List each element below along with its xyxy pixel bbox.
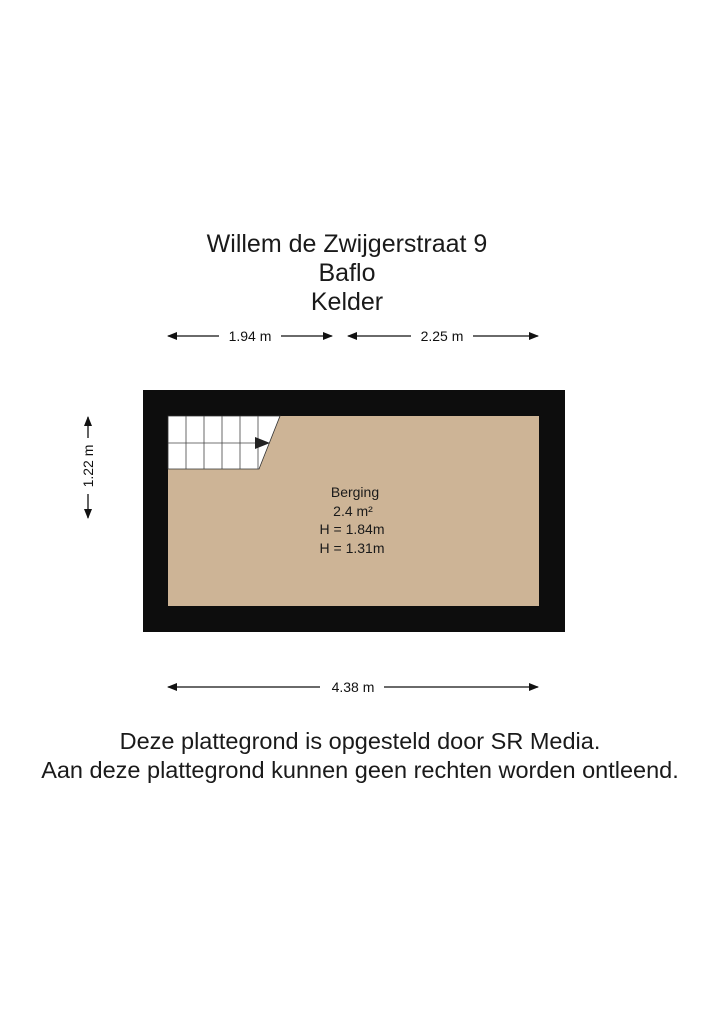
dimension-bottom-label: 4.38 m [331,679,375,695]
disclaimer-line-2: Aan deze plattegrond kunnen geen rechten worden ontleend. [41,757,679,783]
city-title: Baflo [318,259,376,287]
dimension-left [80,417,96,518]
room-height-min: H = 1.31m [319,540,385,556]
dimension-left-label: 1.22 m [80,444,96,488]
room-height-max: H = 1.84m [319,521,385,537]
dimension-bottom [168,679,538,695]
disclaimer-line-1: Deze plattegrond is opgesteld door SR Media. [119,728,601,754]
dimension-top-right [348,328,538,344]
room-name: Berging [330,484,380,500]
floor-title: Kelder [310,288,384,316]
dimension-top-left-label: 1.94 m [228,328,272,344]
room-area: 2.4 m² [333,503,373,519]
dimension-top-left [168,328,332,344]
dimension-top-right-label: 2.25 m [420,328,464,344]
address-title: Willem de Zwijgerstraat 9 [206,230,488,258]
